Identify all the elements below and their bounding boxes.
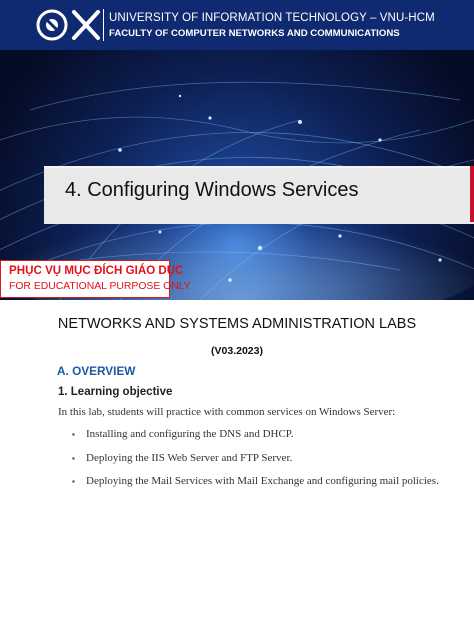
university-name: UNIVERSITY OF INFORMATION TECHNOLOGY – VNU-HCM <box>109 12 435 24</box>
intro-paragraph: In this lab, students will practice with common services on Windows Server: <box>58 406 396 418</box>
objective-list <box>72 428 440 499</box>
list-item <box>72 452 440 466</box>
bullet-icon: ▪ <box>72 430 75 439</box>
logo-divider <box>103 9 104 41</box>
list-item-text: Deploying the IIS Web Server and FTP Server. <box>86 451 293 464</box>
header-bar <box>0 0 474 50</box>
list-item <box>72 428 440 442</box>
title-accent-bar <box>470 166 474 222</box>
edu-notice-vn: PHỤC VỤ MỤC ĐÍCH GIÁO DỤC <box>9 264 184 277</box>
cover-image <box>0 0 474 300</box>
bullet-icon: ▪ <box>72 477 75 486</box>
lab-title: 4. Configuring Windows Services <box>65 179 359 201</box>
section-heading-overview: A. OVERVIEW <box>57 364 136 378</box>
list-item-text: Deploying the Mail Services with Mail Exchange and configuring mail policies. <box>86 475 439 487</box>
uit-logo-icon <box>36 8 102 42</box>
document-version: (V03.2023) <box>211 345 263 357</box>
bullet-icon: ▪ <box>72 453 75 463</box>
list-item <box>72 475 440 489</box>
list-item-text: Installing and configuring the DNS and DHCP. <box>86 428 294 440</box>
edu-notice-en: FOR EDUCATIONAL PURPOSE ONLY <box>9 281 191 292</box>
document-title: NETWORKS AND SYSTEMS ADMINISTRATION LABS <box>57 316 417 332</box>
subsection-heading-learning-objective: 1. Learning objective <box>58 386 173 398</box>
faculty-name: FACULTY OF COMPUTER NETWORKS AND COMMUNICATIONS <box>109 28 400 39</box>
